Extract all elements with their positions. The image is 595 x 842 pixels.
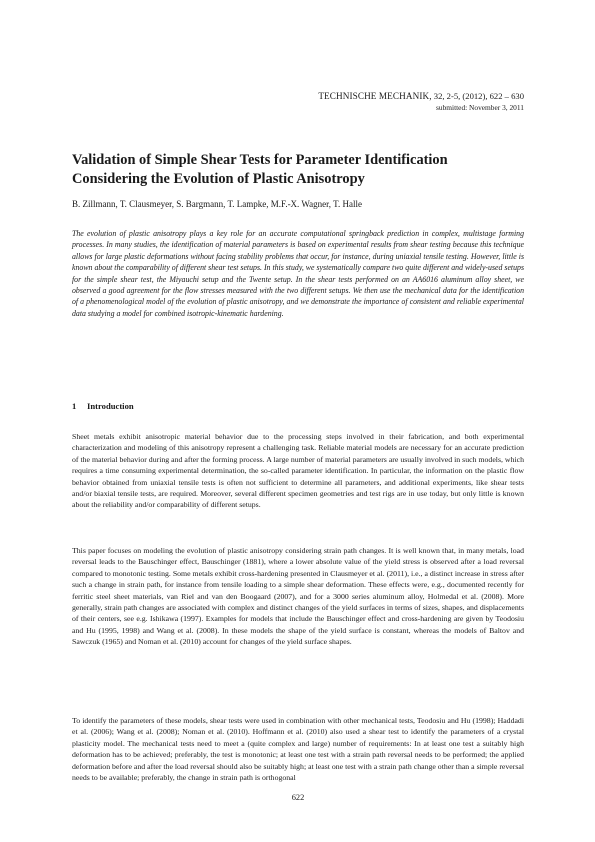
author-list: B. Zillmann, T. Clausmeyer, S. Bargmann, T. Lampke, M.F.-X. Wagner, T. Halle: [72, 199, 362, 209]
section-heading: [72, 400, 524, 412]
submission-date: submitted: November 3, 2011: [436, 103, 524, 112]
paragraph: This paper focuses on modeling the evolution of plastic anisotropy considering strain path changes. It is well known that, in many metals, load reversal leads to the Bauschinger effect, Bauschinger (1881), where a lower absolute value of the yield stress is observed after a load reversal compared to monotonic testing. Some metals exhibit cross-hardening presented in Clausmeyer et al. (2011), i.e., a distinct increase in stress after such a change in strain path, for instance from tensile loading to a simple shear deformation. These effects were, e.g., documented recently for ferritic steel sheet materials, van Riel and van den Boogaard (2007), and for a 3000 series aluminum alloy, Holmedal et al. (2008). More generally, strain path changes are associated with complex and distinct changes of the yield surfaces in terms of sizes, shapes, and displacements of their centers, see e.g. Ishikawa (1997). Examples for models that include the Bauschinger effect and cross-hardening are given by Teodosiu and Hu (1995, 1998) and Wang et al. (2008). In these models the shape of the yield surface is constant, whereas the models of Baltov and Sawczuk (1965) and Noman et al. (2010) account for changes of the yield surface shapes.: [72, 546, 524, 647]
paper-page: [72, 0, 524, 842]
page-number: 622: [291, 793, 305, 802]
citation-details: 32, 2-5, (2012), 622 – 630: [431, 91, 524, 101]
section-title: Introduction: [87, 401, 134, 411]
journal-name: TECHNISCHE MECHANIK,: [318, 91, 432, 101]
abstract: The evolution of plastic anisotropy plays a key role for an accurate computational springback prediction in complex, multistage forming processes. In many studies, the identification of material parameters is based on experimental results from shear testing because this technique allows for large plastic deformations without facing stability problems that occur, for instance, during uniaxial tensile testing. However, little is known about the comparability of different shear test setups. In this study, we systematically compare two quite different and widely-used setups for the simple shear test, the Miyauchi setup and the Twente setup. In the shear tests performed on an AA6016 aluminum alloy sheet, we observed a good agreement for the flow stresses measured with the two different setups. We then use the mechanical data for the identification of a phenomenological model of the evolution of plastic anisotropy, and we demonstrate the importance of consistent and reliable experimental data studying a model for combined isotropic-kinematic hardening.: [72, 229, 524, 318]
journal-citation: [318, 91, 524, 101]
paragraph: To identify the parameters of these models, shear tests were used in combination with other mechanical tests, Teodosiu and Hu (1998); Haddadi et al. (2006); Wang et al. (2008); Noman et al. (2010). Hoffmann et al. (2010) also used a shear test to identify the parameters of a crystal plasticity model. The mechanical tests need to meet a (quite complex and large) number of requirements: In at least one test a suitably high deformation has to be achieved; preferably, the test is monotonic; at least one test with a strain path reversal needs to be performed; the applied deformation before and after the load reversal should also be suitably high; at least one test with a strain path change other than a simple reversal needs to be available; preferably, the change in strain path is orthogonal: [72, 716, 524, 783]
paragraph: Sheet metals exhibit anisotropic material behavior due to the processing steps involved in their fabrication, and both experimental characterization and modeling of this anisotropy represent a challenging task. Reliable material models are necessary for an accurate prediction of the material behavior during and after the forming process. A large number of material parameters are usually involved in such models, which requires a time consuming experimental determination, the so-called parameter identification. In particular, the information on the plastic flow behavior obtained from uniaxial tensile tests is often not sufficient to determine all parameters, and additional experiments, like shear tests and/or biaxial tensile tests, are required. Moreover, several different specimen geometries and test rigs are in use today, but only little is known about the reliability and/or comparability of different setups.: [72, 432, 524, 510]
paper-title: Validation of Simple Shear Tests for Parameter Identification Considering the Evolution of Plastic Anisotropy: [72, 152, 448, 187]
section-number: 1: [72, 401, 77, 411]
